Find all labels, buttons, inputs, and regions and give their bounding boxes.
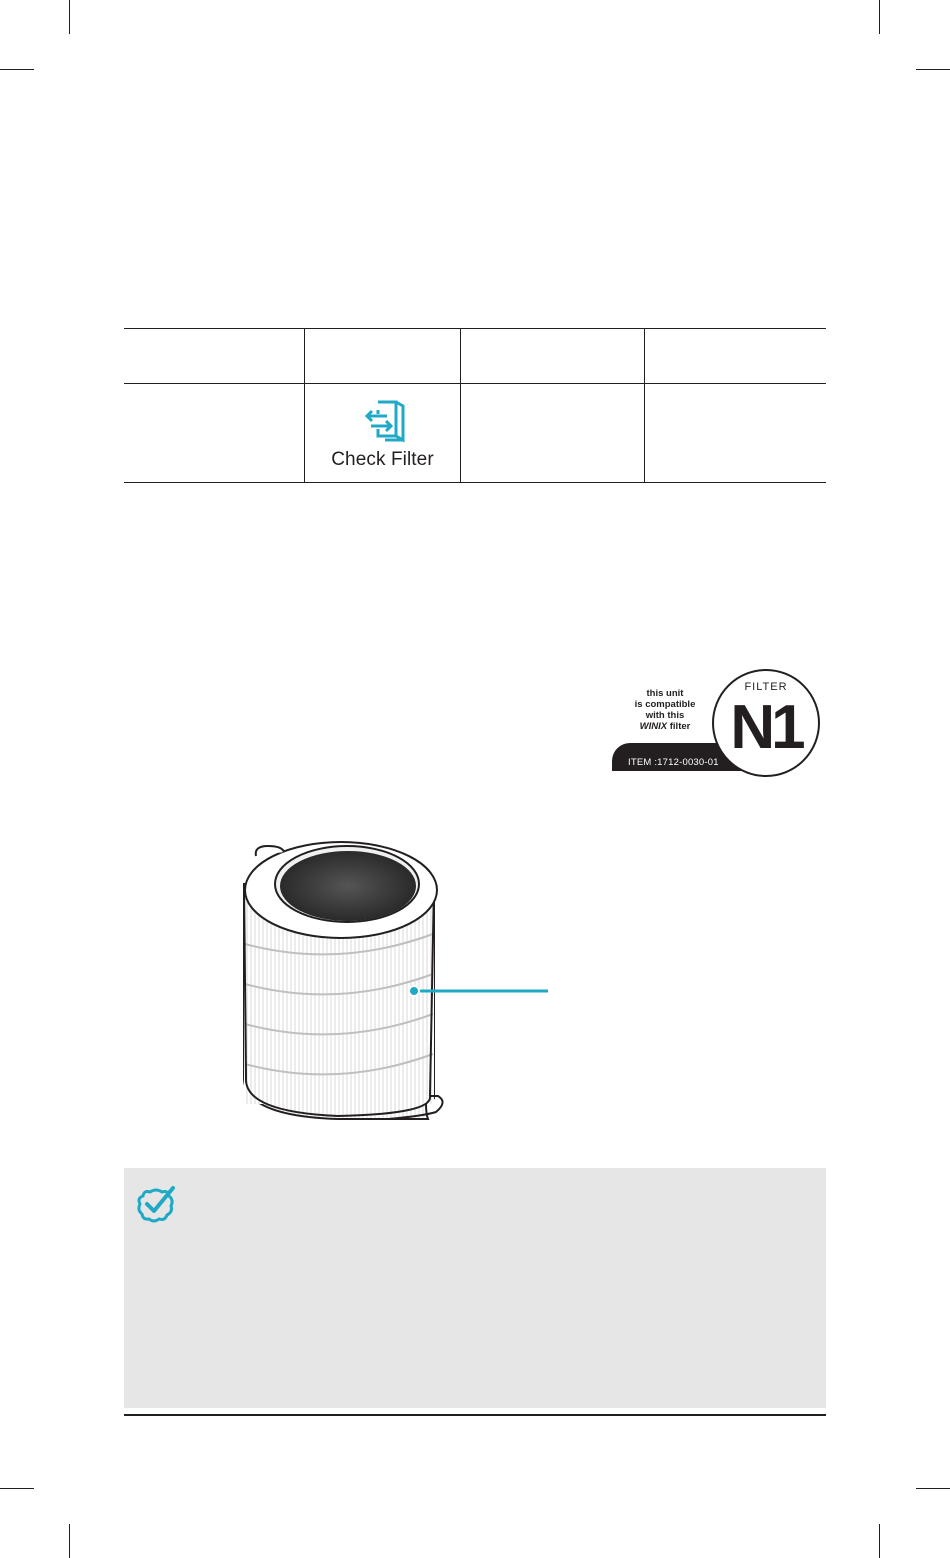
badge-compat-text [622,688,708,732]
crop-mark [879,1524,880,1558]
badge-circle [712,669,820,777]
crop-mark [69,0,70,34]
table-bottom-rule [124,482,826,483]
table-top-rule [124,328,826,329]
crop-mark [916,69,950,70]
filter-cartridge-illustration [238,834,558,1124]
crop-mark [69,1524,70,1558]
compat-suffix: filter [669,721,691,732]
badge-filter-word: FILTER [744,681,788,693]
note-box [124,1168,826,1408]
compat-line: with this [645,710,685,721]
bottom-rule [124,1414,826,1416]
checkmark-shield-icon [136,1184,176,1224]
badge-model: N1 [730,693,802,762]
crop-mark [916,1488,950,1489]
crop-mark [0,69,34,70]
check-filter-label: Check Filter [331,449,434,470]
table-cell-status [305,385,460,482]
table-column-divider [460,328,461,483]
filter-compat-badge [608,664,822,776]
compat-line [622,721,708,732]
crop-mark [879,0,880,34]
compat-line: is compatible [634,699,696,710]
table-column-divider [644,328,645,483]
winix-brand: WINIX [639,721,668,732]
check-filter-icon [359,399,407,443]
table-header-rule [124,383,826,384]
badge-item-code: ITEM :1712-0030-01 [628,757,719,768]
crop-mark [0,1488,34,1489]
compat-line: this unit [646,688,684,699]
